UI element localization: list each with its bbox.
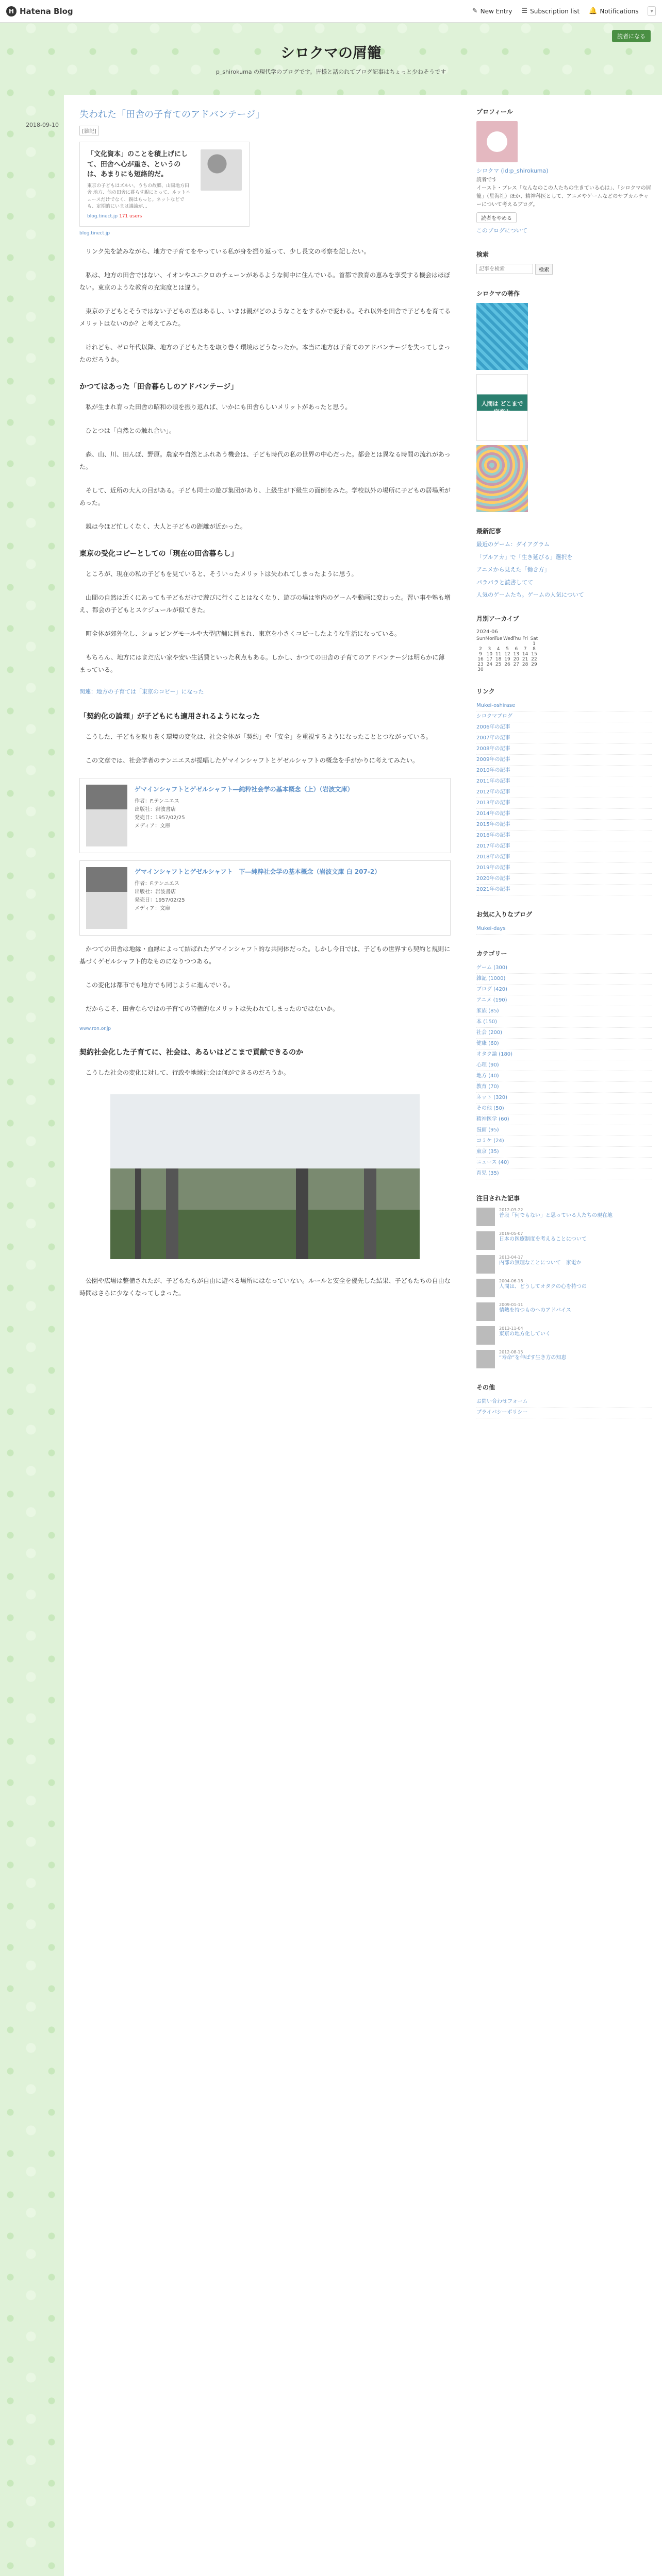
popular-entry[interactable] xyxy=(476,1255,652,1274)
category-link[interactable]: 本 (150) xyxy=(476,1017,652,1028)
sidebar-link[interactable]: 2008年の記事 xyxy=(476,744,652,755)
paragraph: 私が生まれ育った田舎の昭和の頃を振り返れば、いかにも田舎らしいメリットがあったと思う。 xyxy=(86,403,352,411)
follow-button[interactable]: 読者をやめる xyxy=(476,212,517,223)
hatena-logo-text: Hatena Blog xyxy=(20,6,73,16)
recent-entry-link[interactable]: アニメから見えた「働き方」 xyxy=(476,566,550,573)
category-link[interactable]: 精神医学 (60) xyxy=(476,1114,652,1125)
popular-entry-title[interactable]: “寿命”を伸ばす生き方の知恵 xyxy=(499,1354,567,1361)
subscription-label: Subscription list xyxy=(530,7,580,15)
paragraph: 森、山、川、田んぼ、野原。農家や自然とふれあう機会は、子ども時代の私の世界の中心だった。都会とは異なる時間の流れがあった。 xyxy=(79,450,451,470)
embed-card[interactable] xyxy=(79,142,250,227)
paragraph: この文章では、社会学者のテンニエスが提唱したゲマインシャフトとゲゼルシャフトの概念を手がかりに考えてみたい。 xyxy=(86,756,419,764)
book-cover-image[interactable] xyxy=(476,445,528,512)
search-heading: 検索 xyxy=(476,251,489,259)
paragraph: 公園や広場は整備されたが、子どもたちが自由に遊べる場所にはなっていない。ルールと安全を優先した結果、子どもたちの自由な時間はさらに少なくなってしまった。 xyxy=(79,1277,451,1297)
section-heading: 「契約化の論理」が子どもにも適用されるようになった xyxy=(79,712,260,721)
calendar-cell[interactable]: 12 xyxy=(504,651,510,657)
notifications-label: Notifications xyxy=(600,7,639,15)
paragraph: かつての田舎は地縁・血縁によって結ばれたゲマインシャフト的な共同体だった。しかし今日では、子どもの世界すら契約と規則に基づくゲゼルシャフト的なものになりつつある。 xyxy=(79,945,451,965)
calendar-cell xyxy=(494,641,503,647)
section-heading: 契約社会化した子育てに、社会は、あるいはどこまで貢献できるのか xyxy=(79,1048,303,1057)
calendar-cell[interactable]: 25 xyxy=(495,662,502,667)
category-link[interactable]: 漫画 (95) xyxy=(476,1125,652,1136)
popular-entry[interactable] xyxy=(476,1231,652,1250)
calendar-cell[interactable]: 6 xyxy=(515,646,518,652)
category-link[interactable]: 地方 (40) xyxy=(476,1071,652,1082)
links-heading: リンク xyxy=(476,687,495,695)
popular-entry-title[interactable]: 日本の医療制度を考えることについて xyxy=(499,1236,587,1242)
source-link[interactable]: www.ron.or.jp xyxy=(79,1026,111,1031)
paragraph: 山間の自然は近くにあっても子どもだけで遊びに行くことはなくなり、遊びの場は室内のゲームや動画に変わった。習い事や塾も増え、都会の子どもとスケジュールが似てきた。 xyxy=(79,594,451,614)
search-module xyxy=(476,250,652,275)
book-date: 発売日：1957/02/25 xyxy=(135,897,185,903)
calendar-cell[interactable]: 17 xyxy=(486,656,493,662)
recent-entry-link[interactable]: 「ブルアカ」で「生き延びる」選択を xyxy=(476,553,573,561)
sidebar-link[interactable]: 2016年の記事 xyxy=(476,831,652,841)
date-column xyxy=(0,95,64,2576)
calendar-cell xyxy=(485,641,493,647)
sidebar-link[interactable]: 2017年の記事 xyxy=(476,841,652,852)
subscription-list-link[interactable] xyxy=(522,7,580,15)
embed-card-title: 「文化資本」のことを積上げにして、田舎へ心が重さ、というのは、あまりにも短絡的だ。 xyxy=(87,150,188,178)
popular-entry[interactable] xyxy=(476,1302,652,1321)
calendar-cell[interactable]: 2 xyxy=(479,646,482,652)
list-icon: ☰ xyxy=(521,7,528,15)
paragraph: もちろん、地方にはまだ広い家や安い生活費といった利点もある。しかし、かつての田舎の子育てのアドバンテージは明らかに薄まっている。 xyxy=(79,653,445,673)
paragraph: ところが、現在の私の子どもを見ていると、そういったメリットは失われてしまったように思う。 xyxy=(86,570,358,578)
popular-entry-thumbnail xyxy=(476,1231,495,1250)
category-link[interactable]: 雑記 (1000) xyxy=(476,974,652,985)
calendar-cell[interactable]: 19 xyxy=(504,656,510,662)
hatena-logo-icon: H xyxy=(6,6,16,16)
calendar-cell[interactable]: 11 xyxy=(495,651,502,657)
user-menu-icon[interactable]: ▾ xyxy=(648,6,656,16)
recent-entry-link[interactable]: パラパラと読書してて xyxy=(476,579,533,586)
books-heading: シロクマの著作 xyxy=(476,290,520,298)
archive-module xyxy=(476,614,652,672)
popular-entry-date: 2004-06-18 xyxy=(499,1278,523,1283)
book-date: 発売日：1957/02/25 xyxy=(135,815,185,821)
popular-entry[interactable] xyxy=(476,1350,652,1368)
entry-title[interactable]: 失われた「田舎の子育てのアドバンテージ」 xyxy=(79,109,265,120)
hatena-logo[interactable] xyxy=(6,6,73,16)
book-cover-image xyxy=(86,785,127,846)
bookmark-count[interactable]: 171 users xyxy=(119,213,142,219)
paragraph: けれども、ゼロ年代以降、地方の子どもたちを取り巻く環境はどうなったか。本当に地方は子育てのアドバンテージを失ってしまったのだろうか。 xyxy=(79,343,451,363)
calendar xyxy=(476,636,538,672)
book-title[interactable]: ゲマインシャフトとゲゼルシャフト―純粋社会学の基本概念（上）（岩波文庫） xyxy=(135,785,354,793)
category-link[interactable]: ネット (320) xyxy=(476,1093,652,1104)
calendar-cell[interactable]: 8 xyxy=(533,646,536,652)
popular-entry-date: 2012-08-15 xyxy=(499,1349,523,1354)
entry-date[interactable]: 2018-09-10 xyxy=(26,122,59,128)
category-link[interactable]: オタク論 (180) xyxy=(476,1049,652,1060)
recent-entry-link[interactable]: 最近のゲーム：ダイアグラム xyxy=(476,541,550,548)
book-cover-image xyxy=(86,867,127,929)
popular-module xyxy=(476,1194,652,1368)
calendar-cell: Sat xyxy=(530,636,538,641)
popular-entry[interactable] xyxy=(476,1326,652,1345)
popular-entry-title[interactable]: 普段「何でもない」と思っている人たちの現在地 xyxy=(499,1212,613,1218)
about-link[interactable]: このブログについて xyxy=(476,227,527,234)
privacy-link[interactable]: プライバシーポリシー xyxy=(476,1408,652,1418)
contact-link[interactable]: お問い合わせフォーム xyxy=(476,1397,652,1408)
sidebar-link[interactable]: 2009年の記事 xyxy=(476,755,652,766)
calendar-cell xyxy=(521,641,529,647)
embed-card-link[interactable]: blog.tinect.jp xyxy=(87,213,118,219)
popular-entry-title[interactable]: 内部の無理なことについて 家電か xyxy=(499,1260,582,1266)
calendar-cell[interactable]: 1 xyxy=(533,641,536,647)
category-link[interactable]: アニメ (190) xyxy=(476,995,652,1006)
sidebar-link[interactable]: 2019年の記事 xyxy=(476,863,652,874)
paragraph: 私は、地方の田舎ではない、イオンやユニクロのチェーンがあるような街中に住んでいる。首都で教育の恵みを享受する機会はほぼない。東京のような教育の充実度とは違う。 xyxy=(79,271,451,291)
calendar-cell xyxy=(494,667,503,672)
calendar-cell xyxy=(521,667,529,672)
sidebar-link[interactable]: 2012年の記事 xyxy=(476,787,652,798)
other-heading: その他 xyxy=(476,1383,495,1391)
category-module xyxy=(476,949,652,1179)
section-heading: 東京の受化コピーとしての「現在の田舎暮らし」 xyxy=(79,549,238,558)
book-title[interactable]: ゲマインシャフトとゲゼルシャフト 下―純粋社会学の基本概念（岩波文庫 白 207-2） xyxy=(135,868,381,875)
category-link[interactable]: その他 (50) xyxy=(476,1104,652,1114)
popular-entry-date: 2009-01-11 xyxy=(499,1302,523,1307)
blog-title[interactable]: シロクマの屑籠 xyxy=(280,44,382,61)
book-cover-image[interactable] xyxy=(476,303,528,370)
entry-photo xyxy=(110,1094,420,1259)
category-link[interactable]: 社会 (200) xyxy=(476,1028,652,1039)
category-link[interactable]: 健康 (60) xyxy=(476,1039,652,1049)
calendar-cell[interactable]: 5 xyxy=(506,646,509,652)
popular-entry-title[interactable]: 東京の地方化していく xyxy=(499,1331,551,1337)
bell-icon: 🔔 xyxy=(589,7,598,15)
calendar-cell xyxy=(485,667,493,672)
calendar-cell[interactable]: 29 xyxy=(531,662,537,667)
profile-text: イースト・プレス「なんなのこの人たちの生きている心は」、「シロクマの屑籠」（星海社）ほか、精神科医として、アニメやゲームなどのサブカルチャーについて考えるブログ。 xyxy=(476,185,651,208)
sidebar-link[interactable]: 2021年の記事 xyxy=(476,885,652,895)
profile-heading: プロフィール xyxy=(476,108,513,115)
calendar-week xyxy=(476,662,538,667)
category-link[interactable]: 教育 (70) xyxy=(476,1082,652,1093)
calendar-week xyxy=(476,647,538,652)
calendar-week xyxy=(476,652,538,657)
category-heading: カテゴリー xyxy=(476,950,507,957)
calendar-cell xyxy=(512,667,520,672)
blog-header xyxy=(0,23,662,95)
sidebar-link[interactable]: 2018年の記事 xyxy=(476,852,652,863)
calendar-cell[interactable]: 15 xyxy=(531,651,537,657)
calendar-cell[interactable]: 28 xyxy=(522,662,528,667)
calendar-cell[interactable]: 14 xyxy=(522,651,528,657)
archive-heading: 月別アーカイブ xyxy=(476,615,519,622)
calendar-month[interactable]: 2024-06 xyxy=(476,629,498,635)
calendar-cell: Mon xyxy=(485,636,495,641)
calendar-cell xyxy=(476,641,485,647)
book-author: 作者：F.テンニエス xyxy=(135,880,179,887)
paragraph: 東京の子どもとそうではない子どもの差はあるし、いまは親がどのようなことをするかで変わる。それ以外を田舎で子どもを育てるメリットはないのか？と考えてみた。 xyxy=(79,307,451,327)
paragraph: この変化は都市でも地方でも同じように進んでいる。 xyxy=(86,981,235,989)
paragraph: リンク先を読みながら、地方で子育てをやっている私が身を振り返って、少し長文の考察を記したい。 xyxy=(86,247,370,255)
popular-entry-date: 2013-04-17 xyxy=(499,1255,523,1260)
calendar-cell[interactable]: 10 xyxy=(486,651,493,657)
new-entry-label: New Entry xyxy=(480,7,512,15)
calendar-cell[interactable]: 24 xyxy=(486,662,493,667)
calendar-cell: Wed xyxy=(503,636,514,641)
calendar-week xyxy=(476,657,538,662)
notifications-link[interactable] xyxy=(589,7,638,15)
favorites-heading: お気に入りなブログ xyxy=(476,910,533,918)
popular-entry[interactable] xyxy=(476,1279,652,1297)
sidebar-link[interactable]: 2015年の記事 xyxy=(476,820,652,831)
embed-card-thumbnail xyxy=(201,149,242,191)
book-publisher: 出版社：岩波書店 xyxy=(135,889,176,895)
amazon-book-card[interactable] xyxy=(79,778,451,853)
calendar-week xyxy=(476,641,538,647)
subscribe-button[interactable]: 読者になる xyxy=(612,30,651,42)
calendar-cell[interactable]: 3 xyxy=(488,646,491,652)
sidebar-link[interactable]: 2007年の記事 xyxy=(476,733,652,744)
calendar-cell[interactable]: 13 xyxy=(513,651,520,657)
popular-entry-date: 2013-11-04 xyxy=(499,1326,523,1331)
popular-entry-thumbnail xyxy=(476,1302,495,1321)
sidebar-link[interactable]: 2020年の記事 xyxy=(476,874,652,885)
popular-entry-date: 2012-03-22 xyxy=(499,1207,523,1212)
embed-card-desc: 東京の子どもはズルい。うちの故郷、山陽地方田舎 地方、他の田舎に暮らす親にとって、ネットニュースだけでなく、親はもっと。ネットなどでも、定期的にいまは議論が… xyxy=(87,183,191,209)
calendar-cell xyxy=(530,667,538,672)
global-header xyxy=(0,0,662,23)
sidebar-link[interactable]: 2014年の記事 xyxy=(476,809,652,820)
calendar-cell[interactable]: 22 xyxy=(531,656,537,662)
popular-entry-thumbnail xyxy=(476,1208,495,1226)
book-cover-label: 人間は どこまで家畜か xyxy=(481,400,523,416)
other-module xyxy=(476,1383,652,1418)
calendar-cell: Tue xyxy=(494,636,503,641)
avatar[interactable] xyxy=(476,121,518,162)
category-link[interactable]: 育児 (35) xyxy=(476,1168,652,1179)
calendar-cell: Thu xyxy=(512,636,521,641)
calendar-header xyxy=(476,636,538,641)
favorite-blog-link[interactable]: Mukei-days xyxy=(476,924,652,935)
paragraph: ひとつは「自然との触れ合い」。 xyxy=(86,427,175,434)
pencil-icon: ✎ xyxy=(472,7,478,15)
category-link[interactable]: ニュース (40) xyxy=(476,1158,652,1168)
popular-entry-date: 2019-05-07 xyxy=(499,1231,523,1236)
category-link[interactable]: 心理 (90) xyxy=(476,1060,652,1071)
paragraph: こうした社会の変化に対して、行政や地域社会は何ができるのだろうか。 xyxy=(86,1069,290,1076)
popular-entry-thumbnail xyxy=(476,1350,495,1368)
category-link[interactable]: 家族 (85) xyxy=(476,1006,652,1017)
popular-entry-title[interactable]: 人間は、どうしてオタクの心を持つの xyxy=(499,1283,587,1290)
popular-heading: 注目された記事 xyxy=(476,1194,520,1202)
book-media: メディア：文庫 xyxy=(135,905,171,911)
calendar-cell: Sun xyxy=(476,636,486,641)
entry-category-tag[interactable]: [雑記] xyxy=(79,126,99,135)
profile-module xyxy=(476,107,652,235)
profile-user-name[interactable]: シロクマ (id:p_shirokuma) xyxy=(476,167,549,174)
book-media: メディア：文庫 xyxy=(135,823,171,829)
calendar-cell[interactable]: 20 xyxy=(513,656,520,662)
sidebar-link[interactable]: 2013年の記事 xyxy=(476,798,652,809)
popular-entry-title[interactable]: 情熱を持つものへのアドバイス xyxy=(499,1307,571,1313)
source-link[interactable]: blog.tinect.jp xyxy=(79,230,110,236)
calendar-week xyxy=(476,667,538,672)
calendar-cell xyxy=(503,641,511,647)
popular-entry-thumbnail xyxy=(476,1326,495,1345)
paragraph: 町全体が郊外化し、ショッピングモールや大型店舗に囲まれ、東京を小さくコピーしたような生活になっている。 xyxy=(86,630,401,637)
calendar-cell xyxy=(512,641,520,647)
amazon-book-card[interactable] xyxy=(79,860,451,936)
related-link[interactable]: 関連：地方の子育ては「東京のコピー」になった xyxy=(79,688,204,695)
books-module xyxy=(476,289,652,512)
blog-description: p_shirokuma の現代学のブログです。皆様と話のれてブログ記事はちょっと少ねそうです xyxy=(216,69,446,75)
links-module xyxy=(476,687,652,895)
calendar-cell: Fri xyxy=(522,636,528,641)
book-author: 作者：F.テンニエス xyxy=(135,798,179,804)
sidebar-link[interactable]: Mukei-oshirase xyxy=(476,701,652,711)
recent-heading: 最新記事 xyxy=(476,528,502,535)
book-cover-image[interactable] xyxy=(476,374,528,441)
sidebar-link[interactable]: 2006年の記事 xyxy=(476,722,652,733)
paragraph: だからこそ、田舎ならではの子育ての特権的なメリットは失われてしまったのではないか。 xyxy=(86,1005,339,1012)
category-link[interactable]: ブログ (420) xyxy=(476,985,652,995)
reader-count: 読者です xyxy=(476,177,497,183)
paragraph: こうした、子どもを取り巻く環境の変化は、社会全体が「契約」や「安全」を重視するようになったこととつながっている。 xyxy=(86,733,432,740)
calendar-cell[interactable]: 7 xyxy=(523,646,527,652)
sidebar-link[interactable]: 2011年の記事 xyxy=(476,776,652,787)
calendar-cell[interactable]: 21 xyxy=(522,656,528,662)
section-heading: かつてはあった「田舎暮らしのアドバンテージ」 xyxy=(79,382,238,391)
search-button[interactable]: 検索 xyxy=(535,264,553,275)
paragraph: 親は今ほど忙しくなく、大人と子どもの距離が近かった。 xyxy=(86,522,246,530)
recent-entries-module xyxy=(476,527,652,600)
sidebar-link[interactable]: シロクマブログ xyxy=(476,711,652,722)
calendar-cell[interactable]: 16 xyxy=(477,656,484,662)
favorites-module xyxy=(476,910,652,935)
popular-entry-thumbnail xyxy=(476,1255,495,1274)
popular-entry-thumbnail xyxy=(476,1279,495,1297)
sidebar-link[interactable]: 2010年の記事 xyxy=(476,766,652,776)
calendar-cell[interactable]: 4 xyxy=(496,646,500,652)
sidebar xyxy=(466,95,662,2576)
calendar-cell[interactable]: 18 xyxy=(495,656,502,662)
new-entry-link[interactable] xyxy=(472,7,512,15)
calendar-cell[interactable]: 30 xyxy=(477,667,484,672)
calendar-cell[interactable]: 26 xyxy=(504,662,510,667)
popular-entry[interactable] xyxy=(476,1208,652,1226)
category-link[interactable]: 東京 (35) xyxy=(476,1147,652,1158)
search-input[interactable] xyxy=(476,264,533,274)
category-link[interactable]: コミケ (24) xyxy=(476,1136,652,1147)
calendar-cell[interactable]: 9 xyxy=(479,651,482,657)
main-content xyxy=(64,95,466,2576)
calendar-cell[interactable]: 23 xyxy=(477,662,484,667)
category-link[interactable]: ゲーム (300) xyxy=(476,963,652,974)
calendar-cell xyxy=(503,667,511,672)
calendar-cell[interactable]: 27 xyxy=(513,662,520,667)
paragraph: そして、近所の大人の目がある。子ども同士の遊び集団があり、上級生が下級生の面倒をみた。学校以外の場所に子どもの居場所があった。 xyxy=(79,486,451,506)
recent-entry-link[interactable]: 人気のゲームたち。ゲームの人気について xyxy=(476,591,584,599)
book-publisher: 出版社：岩波書店 xyxy=(135,806,176,812)
